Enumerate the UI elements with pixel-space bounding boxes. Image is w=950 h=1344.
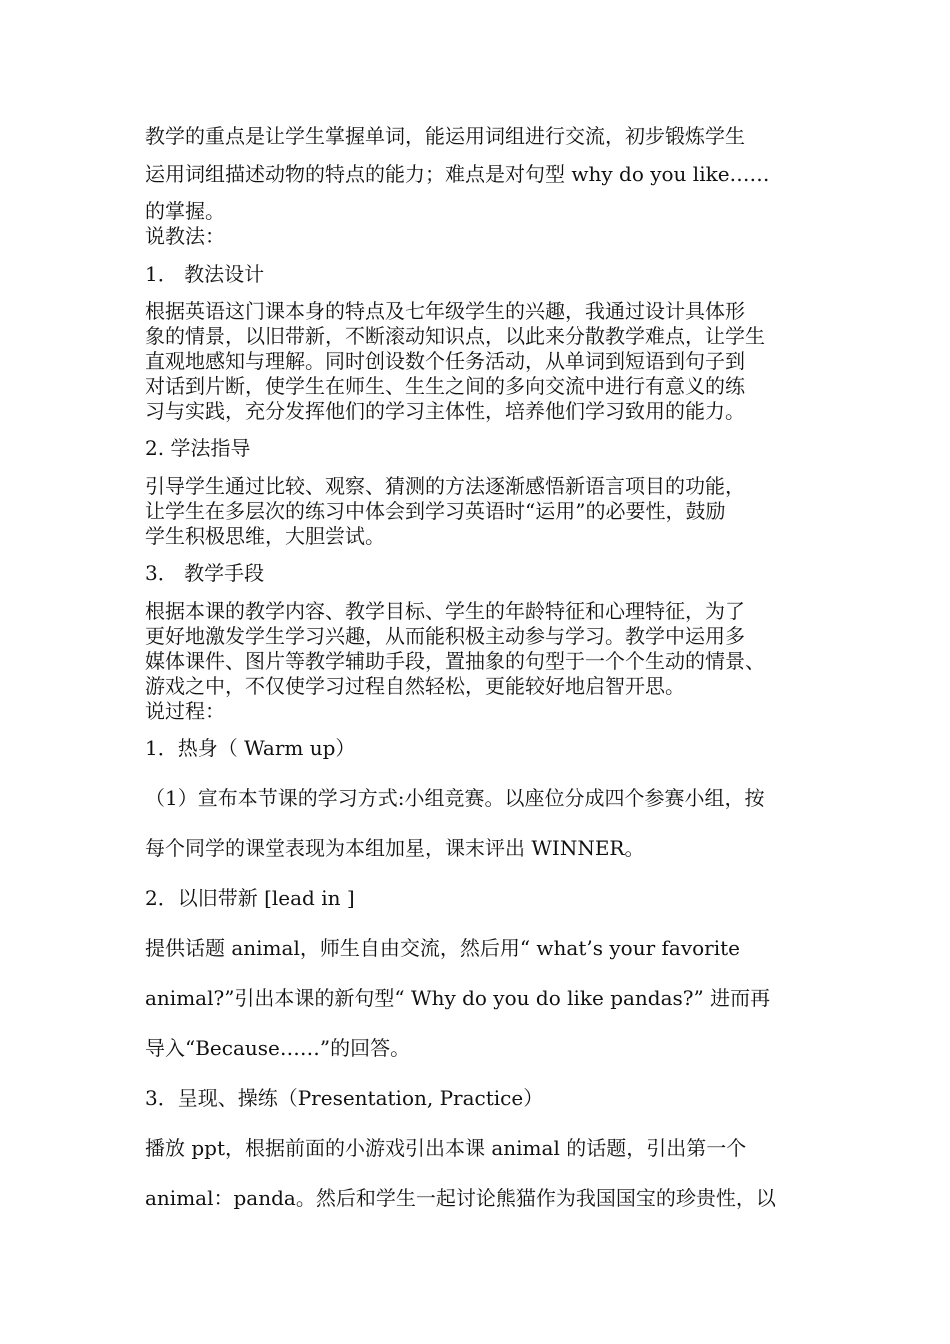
subsection-heading: 1．热身（ Warm up） [145,736,356,760]
text-line: 让学生在多层次的练习中体会到学习英语时“运用”的必要性，鼓励 [145,499,726,523]
text-line: 象的情景，以旧带新，不断滚动知识点，以此来分散教学难点，让学生 [145,324,765,348]
text-line: 习与实践，充分发挥他们的学习主体性，培养他们学习致用的能力。 [145,399,745,423]
text-line: 根据英语这门课本身的特点及七年级学生的兴趣，我通过设计具体形 [145,299,745,323]
text-line: 引导学生通过比较、观察、猜测的方法逐渐感悟新语言项目的功能， [145,474,745,498]
text-line: animal：panda。然后和学生一起讨论熊猫作为我国国宝的珍贵性，以 [145,1186,776,1210]
text-line: 教学的重点是让学生掌握单词，能运用词组进行交流，初步锻炼学生 [145,124,745,148]
subsection-heading: 1． 教法设计 [145,262,265,286]
text-line: 播放 ppt，根据前面的小游戏引出本课 animal 的话题，引出第一个 [145,1136,747,1160]
text-line: 运用词组描述动物的特点的能力；难点是对句型 why do you like…… [145,162,770,186]
subsection-heading: 2．以旧带新 [lead in ] [145,886,355,910]
text-line: 提供话题 animal，师生自由交流，然后用“ what’s your favorite [145,936,740,960]
text-line: 游戏之中，不仅使学习过程自然轻松，更能较好地启智开思。 [145,674,685,698]
section-heading: 说教法： [145,224,225,248]
text-line: 对话到片断，使学生在师生、生生之间的多向交流中进行有意义的练 [145,374,745,398]
text-line: animal?”引出本课的新句型“ Why do you do like pandas?” 进而再 [145,986,771,1010]
subsection-heading: 2. 学法指导 [145,436,251,460]
text-line: 媒体课件、图片等教学辅助手段，置抽象的句型于一个个生动的情景、 [145,649,765,673]
text-line: （1）宣布本节课的学习方式:小组竞赛。以座位分成四个参赛小组，按 [145,786,765,810]
text-line: 的掌握。 [145,199,225,223]
text-line: 根据本课的教学内容、教学目标、学生的年龄特征和心理特征，为了 [145,599,745,623]
text-line: 导入“Because……”的回答。 [145,1036,411,1060]
subsection-heading: 3．呈现、操练（Presentation, Practice） [145,1086,544,1110]
section-heading: 说过程： [145,699,225,723]
text-line: 更好地激发学生学习兴趣，从而能积极主动参与学习。教学中运用多 [145,624,745,648]
text-line: 学生积极思维，大胆尝试。 [145,524,385,548]
text-line: 每个同学的课堂表现为本组加星，课末评出 WINNER。 [145,836,645,860]
subsection-heading: 3． 教学手段 [145,561,265,585]
text-line: 直观地感知与理解。同时创设数个任务活动，从单词到短语到句子到 [145,349,745,373]
